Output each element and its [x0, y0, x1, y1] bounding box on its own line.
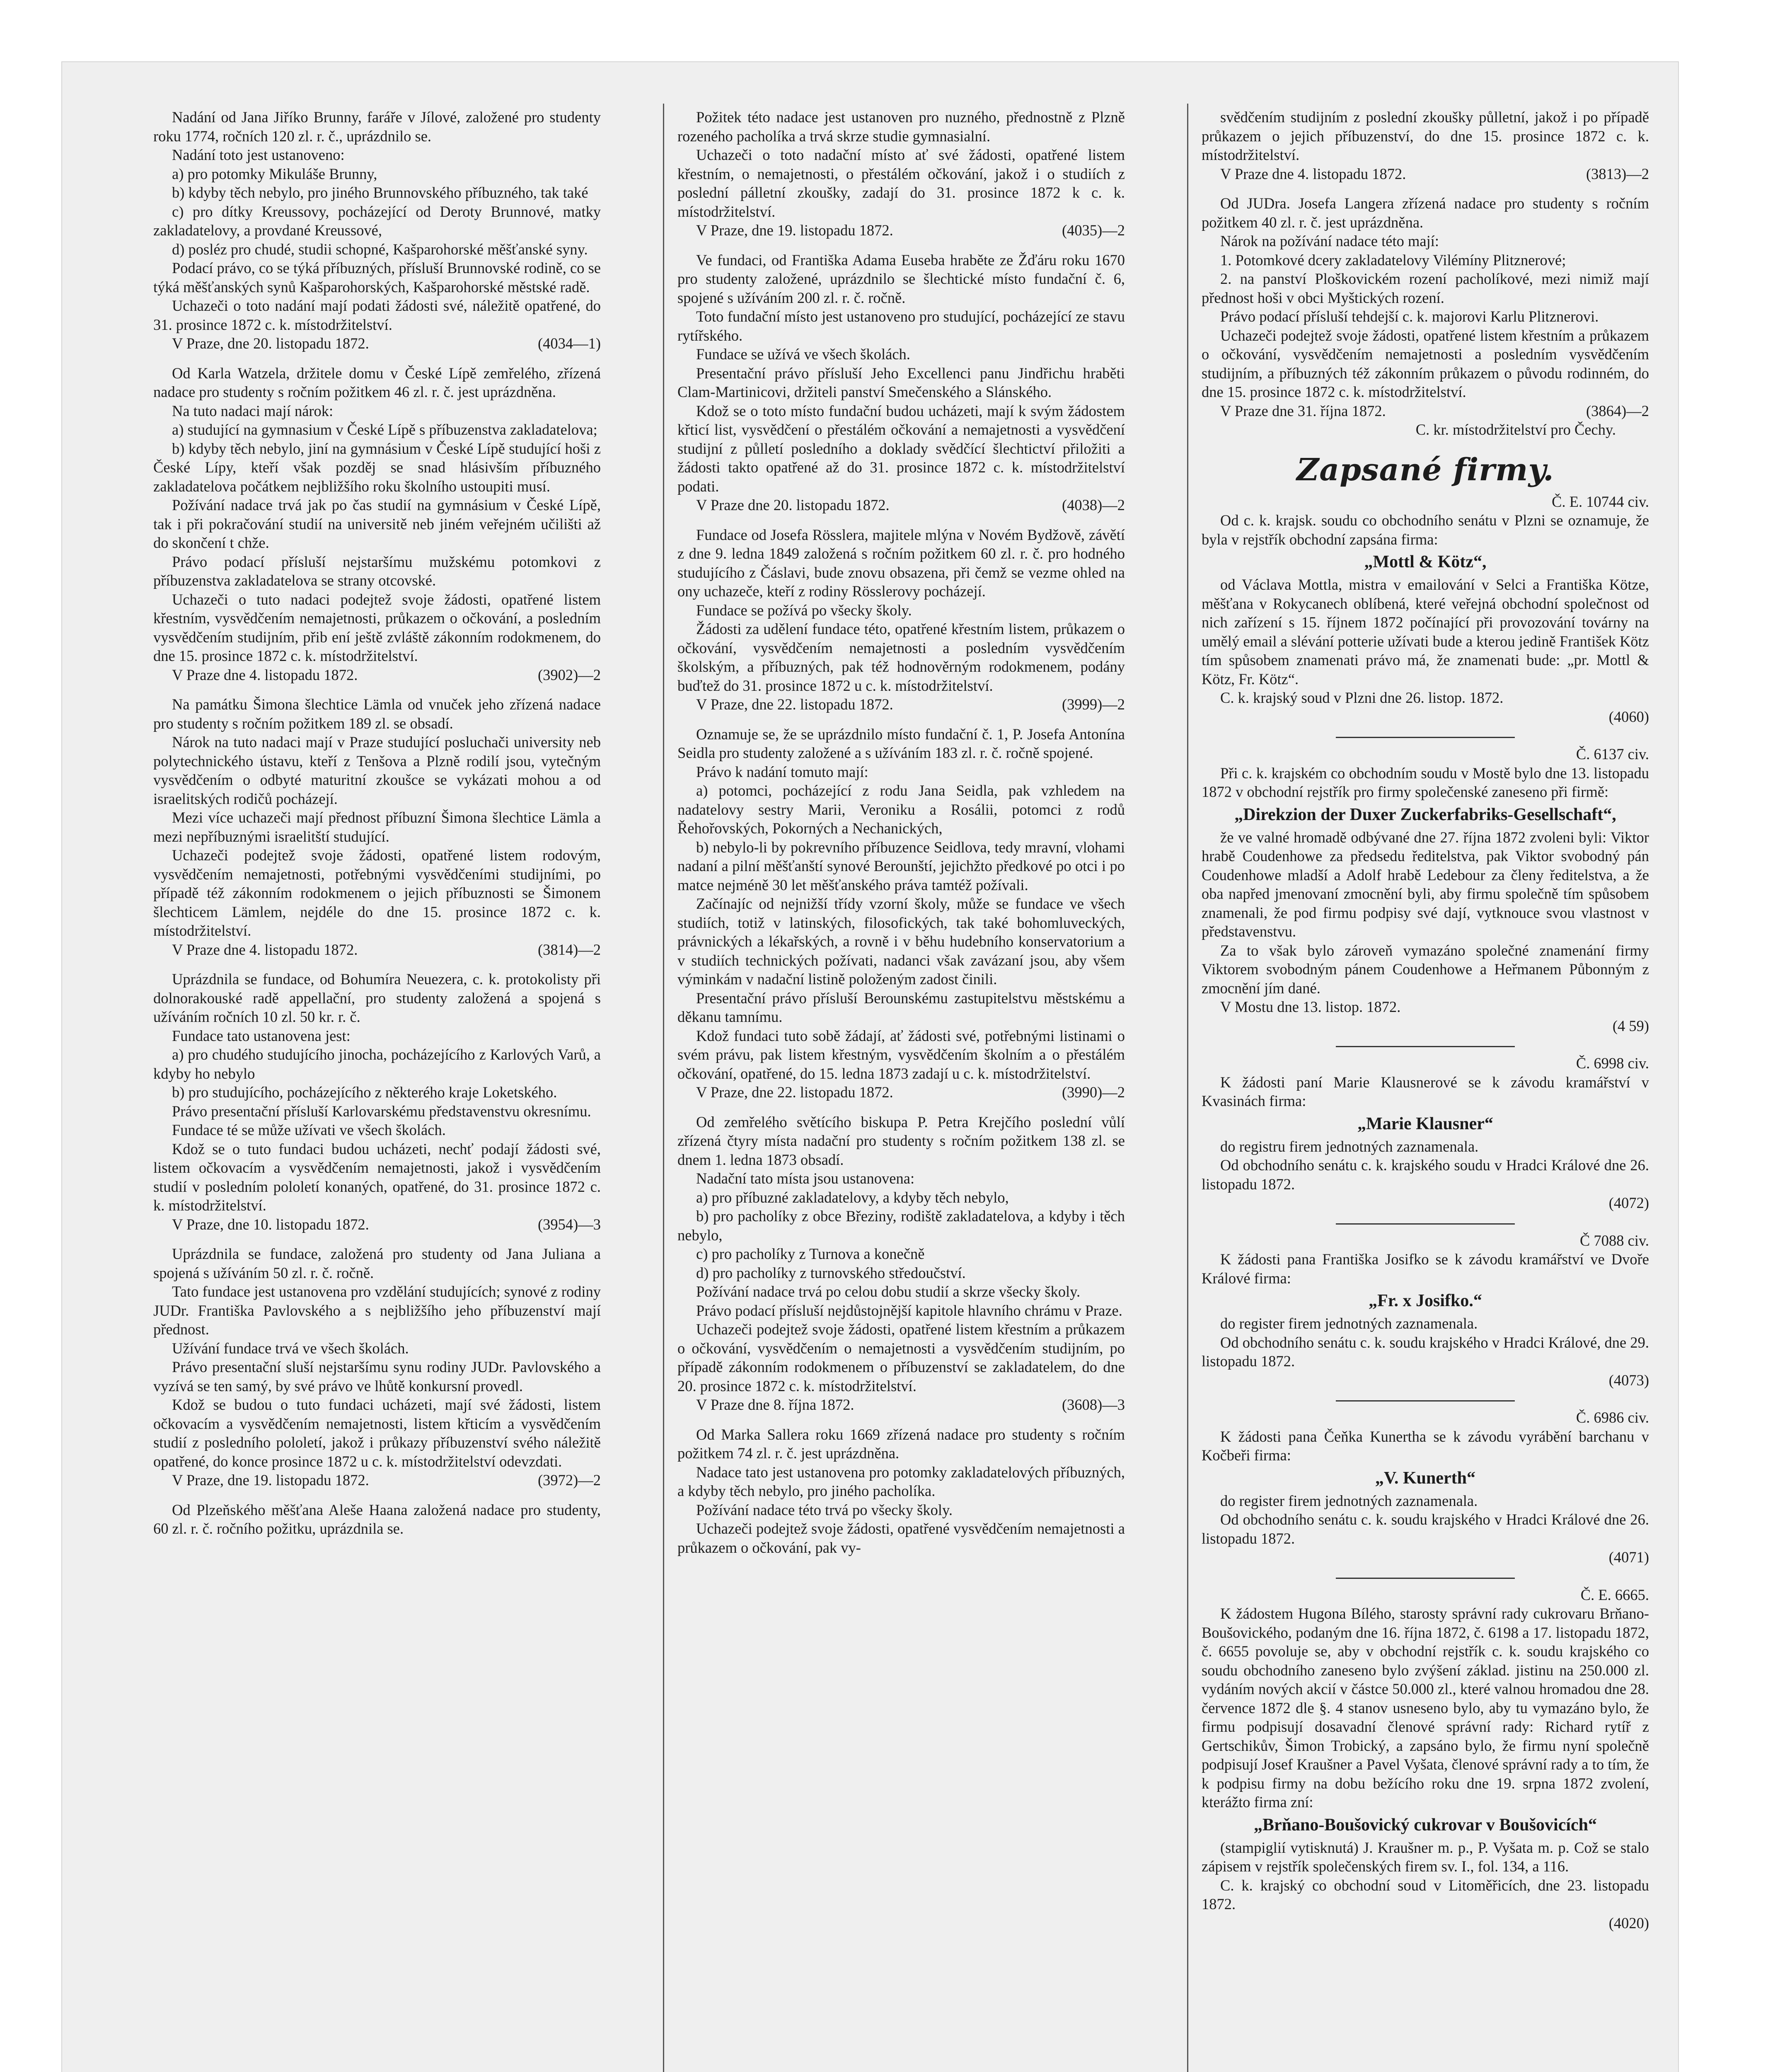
entry-separator — [1336, 1223, 1515, 1225]
firm-paragraph: K žádosti paní Marie Klausnerové se k závodu kramářství v Kvasinách firma: — [1202, 1073, 1649, 1109]
signoff-date: V Praze dne 8. října 1872. — [696, 1396, 854, 1413]
notice — [677, 251, 1125, 515]
case-number: Č. E. 6665. — [1580, 1586, 1649, 1603]
notice-signoff — [1202, 165, 1649, 184]
reference-number: (3608)—3 — [1062, 1396, 1125, 1413]
notice-paragraph: Právo presentační sluší nejstaršímu synu rodiny JUDr. Pavlovského a vyzívá se ten samý, by své právo ve lhůtě konkursní provedl. — [153, 1358, 601, 1394]
firm-name: „Direkzion der Duxer Zuckerfabriks-Gesellschaft“, — [1234, 805, 1616, 824]
case-number: Č. 6137 civ. — [1576, 746, 1649, 762]
signoff-date: V Praze dne 4. listopadu 1872. — [172, 941, 358, 958]
signoff-date: V Mostu dne 13. listop. 1872. — [1220, 998, 1401, 1015]
entry-separator — [1336, 1046, 1515, 1047]
signoff-date: V Praze dne 4. listopadu 1872. — [172, 666, 358, 683]
notice-paragraph: Oznamuje se, že se uprázdnilo místo fundační č. 1, P. Josefa Antonína Seidla pro studenty založené a s užíváním 183 zl. r. č. ročně spojené. — [677, 725, 1125, 761]
column-3 — [1202, 108, 1649, 2072]
notice-paragraph: Kdož se o toto místo fundační budou ucházeti, mají k svým žádostem křticí list, vysvědčení o přestálém očkování a nemajetnosti a vysvědčení studijní z půlletí posledního a doklady svědčící šlechtictví přiložiti a žádosti takto opatřené až do 31. prosince 1872 c. k. místodržitelství podati. — [677, 402, 1125, 495]
notice-paragraph: Presentační právo přísluší Jeho Excellenci panu Jindřichu hraběti Clam-Martinicovi, držiteli panství Smečenského a Slánského. — [677, 364, 1125, 400]
notice-paragraph: Nadace tato jest ustanovena pro potomky zakladatelových příbuzných, a kdyby těch nebylo, pro jiného pacholíka. — [677, 1463, 1125, 1499]
firm-paragraph: do register firem jednotných zaznamenala. — [1220, 1492, 1478, 1509]
notice — [153, 695, 601, 959]
signoff-date: V Praze, dne 20. listopadu 1872. — [172, 335, 369, 352]
column-2 — [677, 108, 1125, 2072]
firm-entry — [1202, 1408, 1649, 1567]
notice-paragraph: Uchazeči o toto nadační místo ať své žádosti, opatřené listem křestním, o nemajetnosti, o přestálém očkování, jakož i o studiích z poslední pálletní zkoušky, zadají do 31. prosince 1872 k c. k. místodržitelství. — [677, 146, 1125, 220]
firm-paragraph: od Václava Mottla, mistra v emailování v Selci a Františka Kötze, měšťana v Rokycanech oblíbená, které veřejná obchodní společnost od nich zařízení s 15. říjnem 1872 počínající při provozování továrny na umělý email a slévání potterie užívati bude a kterou jedině František Kötz tím spůsobem znamenati právo má, že znamenati bude: „pr. Mottl & Kötz, Fr. Kötz“. — [1202, 576, 1649, 687]
notice-signoff — [677, 1083, 1125, 1102]
notice-paragraph: Od Plzeňského měšťana Aleše Haana založená nadace pro studenty, 60 zl. r. č. ročního požitku, uprázdnila se. — [153, 1501, 601, 1537]
notice-signoff — [677, 496, 1125, 515]
signoff-date: V Praze, dne 19. listopadu 1872. — [696, 222, 893, 239]
firm-paragraph: C. k. krajský co obchodní soud v Litoměřicích, dne 23. listopadu 1872. — [1202, 1876, 1649, 1912]
notice-paragraph: Podací právo, co se týká příbuzných, přísluší Brunnovské rodině, co se týká měšťanských synů Kašparohorských, Kašparohorské městské radě. — [153, 259, 601, 295]
reference-number: (4034—1) — [537, 335, 601, 352]
reference-number: (4020) — [1608, 1914, 1649, 1932]
notice — [677, 108, 1125, 240]
notice-paragraph: Na památku Šimona šlechtice Lämla od vnuček jeho zřízená nadace pro studenty s ročním požitkem 189 zl. se obsadí. — [153, 696, 601, 732]
notice — [153, 1244, 601, 1490]
notice-signoff — [153, 666, 601, 685]
newspaper-page — [62, 62, 1678, 2072]
notice — [153, 970, 601, 1234]
notice — [677, 725, 1125, 1102]
issuing-authority: C. kr. místodržitelství pro Čechy. — [1415, 421, 1616, 438]
notice — [677, 1425, 1125, 1557]
firm-paragraph: Od c. k. krajsk. soudu co obchodního senátu v Plzni se oznamuje, že byla v rejstřík obchodní zapsána firma: — [1202, 512, 1649, 548]
notice-paragraph: Ve fundaci, od Františka Adama Euseba hraběte ze Žďáru roku 1670 pro studenty založené, uprázdnilo se šlechtické místo fundační č. 6, spojené s užíváním 200 zl. r. č. ročně. — [677, 251, 1125, 306]
notice-paragraph: Mezi více uchazeči mají přednost příbuzní Šimona šlechtice Lämla a mezi nepříbuznými israelitští studující. — [153, 809, 601, 845]
firm-name: „Fr. x Josifko.“ — [1369, 1291, 1482, 1310]
notice-paragraph: Právo podací přísluší nejstaršímu mužskému potomkovi z příbuzenstva zakladatelova se strany otcovské. — [153, 553, 601, 589]
column-rule — [663, 104, 664, 2072]
signoff-date: V Praze, dne 22. listopadu 1872. — [696, 1084, 893, 1101]
notice-paragraph: b) nebylo-li by pokrevního příbuzence Seidlova, tedy mravní, vlohami nadaní a pilní měšťanští synové Berounští, jejichžto předkové po otci i po matce nejméně 30 let měšťanského práva tamtéž požívali. — [677, 838, 1125, 893]
column-1 — [153, 108, 601, 2072]
notice-paragraph: Právo podací přísluší tehdejší c. k. majorovi Karlu Plitznerovi. — [1220, 308, 1599, 325]
firm-name: „Marie Klausner“ — [1357, 1114, 1493, 1133]
notice-paragraph: Požívání nadace této trvá po všecky školy. — [696, 1501, 953, 1518]
signoff-date: V Praze, dne 10. listopadu 1872. — [172, 1215, 369, 1233]
reference-number: (4060) — [1608, 708, 1649, 725]
notice-paragraph: Kdož se o tuto fundaci budou ucházeti, nechť podají žádosti své, listem očkovacím a vysvědčením nemajetnosti, jakož i vysvědčením studií v posledním pololetí konaných, opatřené, do 31. prosince 1872 c. k. místodržitelství. — [153, 1140, 601, 1214]
case-number: Č. 6998 civ. — [1576, 1055, 1649, 1072]
notice-paragraph: Uchazeči o toto nadání mají podati žádosti své, náležitě opatřené, do 31. prosince 1872 c. k. místodržitelství. — [153, 297, 601, 333]
firm-name: „Brňano-Boušovický cukrovar v Boušovicích“ — [1253, 1815, 1597, 1835]
reference-number: (3999)—2 — [1062, 696, 1125, 713]
firm-paragraph: C. k. krajský soud v Plzni dne 26. listop. 1872. — [1220, 689, 1504, 706]
notice-signoff — [677, 1395, 1125, 1414]
reference-number: (3814)—2 — [537, 941, 601, 958]
notice-paragraph: Kdož fundaci tuto sobě žádají, ať žádosti své, potřebnými listinami o svém právu, pak listem křestným, vysvědčením školním a o přestálém očkování, opatřené, do 15. ledna 1873 zadají u c. k. místodržitelství. — [677, 1027, 1125, 1082]
reference-number: (3813)—2 — [1586, 165, 1649, 182]
notice-paragraph: Od Karla Watzela, držitele domu v České Lípě zemřelého, zřízená nadace pro studenty s ročním požitkem 46 zl. r. č. jest uprázdněna. — [153, 364, 601, 400]
entry-separator — [1336, 1400, 1515, 1402]
firm-paragraph: že ve valné hromadě odbývané dne 27. října 1872 zvoleni byli: Viktor hrabě Coudenhowe za předsedu ředitelstva, pak Viktor svobodný pán Coudenhowe mladší a Adolf hrabě Ledebour za členy ředitelstva, a že oba napřed jmenovaní zmocnění byli, aby firmu společně tím spůsobem znamenali, že pod firmu podpisy své dají, vytknouce svou vlastnost v představenstvu. — [1202, 828, 1649, 940]
notice-paragraph: c) pro pacholíky z Turnova a konečně — [696, 1245, 925, 1262]
notice-paragraph: Od Marka Sallera roku 1669 zřízená nadace pro studenty s ročním požitkem 74 zl. r. č. jest uprázdněna. — [677, 1426, 1125, 1462]
notice-paragraph: Fundace se užívá ve všech školách. — [696, 346, 910, 363]
notice — [677, 525, 1125, 714]
firm-entry — [1202, 745, 1649, 1035]
notice-paragraph: Žádosti za udělení fundace této, opatřené křestním listem, průkazem o očkování, vysvědčením nemajetnosti a posledním vysvědčením školským, a příbuzných, pak též hodnověrným rodokmenem, podány buďtež do 31. prosince 1872 u c. k. místodržitelství. — [677, 620, 1125, 694]
signoff-date: V Praze, dne 19. listopadu 1872. — [172, 1472, 369, 1489]
notice-paragraph: b) pro pacholíky z obce Březiny, rodiště zakladatelova, a kdyby i těch nebylo, — [677, 1208, 1125, 1244]
notice-paragraph: Fundace od Josefa Rösslera, majitele mlýna v Novém Bydžově, závětí z dne 9. ledna 1849 založená s ročním požitkem 60 zl. r. č. pro hodného studujícího z Čáslavi, bude znovu obsazena, při čemž se vezme ohled na ony uchazeče, kteří z rodiny Rösslerovy pocházejí. — [677, 526, 1125, 600]
notice — [677, 1113, 1125, 1414]
notice-paragraph: c) pro dítky Kreussovy, pocházející od Deroty Brunnové, matky zakladatelovy, a provdané Kreussové, — [153, 203, 601, 239]
reference-number: (3864)—2 — [1586, 402, 1649, 419]
notice-signoff — [153, 1215, 601, 1234]
notice-paragraph: Nárok na požívání nadace této mají: — [1220, 232, 1439, 249]
notice-paragraph: a) pro příbuzné zakladatelovy, a kdyby těch nebylo, — [696, 1188, 1009, 1206]
notice-paragraph: Nárok na tuto nadaci mají v Praze studující posluchači university neb polytechnického ústavu, kteří z Tenšova a Plzně rodilí jsou, vytečným vysvědčením o odbyté maturitní zkoušce se vykázati mohou a od israelitských rodičů pocházejí. — [153, 733, 601, 807]
notice-paragraph: Presentační právo přísluší Berounskému zastupitelstvu městskému a děkanu tamnímu. — [677, 989, 1125, 1025]
notice-paragraph: Uchazeči podejtež svoje žádosti, opatřené listem rodovým, vysvědčením nemajetnosti, potřebnými vysvědčeními studijními, po případě též zákonním rodokmenem o jejich příbuznosti se Šimonem šlechticem Lämlem, nejdéle do dne 15. prosince 1872 c. k. místodržitelství. — [153, 847, 601, 939]
notice — [153, 1501, 601, 1538]
notice-paragraph: Na tuto nadaci mají nárok: — [172, 402, 334, 419]
notice-paragraph: Užívání fundace trvá ve všech školách. — [172, 1339, 409, 1357]
reference-number: (4071) — [1608, 1549, 1649, 1566]
reference-number: (4073) — [1608, 1371, 1649, 1389]
notice-paragraph: d) pro pacholíky z turnovského středoučství. — [696, 1264, 966, 1281]
notice-signoff — [677, 695, 1125, 714]
notice-paragraph: b) kdyby těch nebylo, jiní na gymnásium v České Lípě studující hoši z České Lípy, kteří však pozděj se snad hlásivším příbuzného zakladatelova počátkem nejbližšího roku školního ustoupiti musí. — [153, 440, 601, 495]
notice-paragraph: Uchazeči podejtež svoje žádosti, opatřené listem křestním a průkazem o očkování, vysvědčením nemajetnosti a posledním vysvědčením studijním, a příbuzných též zákonním průkazem o původu rodinném, do dne 15. prosince 1872 c. k. místodržitelství. — [1202, 327, 1649, 400]
signoff-date: V Praze, dne 22. listopadu 1872. — [696, 696, 893, 713]
notice — [1202, 108, 1649, 183]
firm-entry — [1202, 1585, 1649, 1933]
case-number: Č. 6986 civ. — [1576, 1409, 1649, 1426]
notice-paragraph: Od zemřelého světícího biskupa P. Petra Krejčího poslední vůlí zřízená čtyry místa nadační pro studenty s ročním požitkem 138 zl. se dnem 1. ledna 1873 obsadí. — [677, 1113, 1125, 1168]
notice-paragraph: Uchazeči o tuto nadaci podejtež svoje žádosti, opatřené listem křestním, vysvědčením nemajetnosti, průkazem o očkování, a posledním vysvědčením studijním, přib ení ještě zvláště zákonním rodokmenem, do dne 15. prosince 1872 c. k. místodržitelství. — [153, 591, 601, 664]
notice-signoff — [677, 221, 1125, 240]
signoff-date: V Praze dne 31. října 1872. — [1220, 402, 1386, 419]
firm-entry — [1202, 1231, 1649, 1390]
firm-paragraph: K žádosti pana Čeňka Kunertha se k závodu vyrábění barchanu v Kočbeři firma: — [1202, 1428, 1649, 1464]
entry-separator — [1336, 1578, 1515, 1579]
reference-number: (3902)—2 — [537, 666, 601, 683]
firm-entry — [1202, 1054, 1649, 1213]
firm-name: „V. Kunerth“ — [1375, 1468, 1475, 1488]
firm-entry — [1202, 492, 1649, 726]
notice-paragraph: Od JUDra. Josefa Langera zřízená nadace pro studenty s ročním požitkem 40 zl. r. č. jest uprázdněna. — [1202, 195, 1649, 231]
reference-number: (4038)—2 — [1062, 496, 1125, 513]
firm-paragraph: Od obchodního senátu c. k. soudu krajského v Hradci Králové, dne 29. listopadu 1872. — [1202, 1334, 1649, 1370]
notice-paragraph: Začínajíc od nejnižší třídy vzorní školy, může se fundace ve všech studiích, totiž v latinských, filosofických, tak také bohomluveckých, právnických a lékařských, a rovně i v běhu hudebního konservatorium a v studiích technických požívati, nadanci však zavázaní jsou, aby všem výminkám v nadační listině položeným zadost činili. — [677, 895, 1125, 988]
reference-number: (3954)—3 — [537, 1215, 601, 1233]
notice-paragraph: Právo presentační přísluší Karlovarskému představenstvu okresnímu. — [172, 1102, 591, 1120]
notice-paragraph: a) pro potomky Mikuláše Brunny, — [172, 165, 377, 182]
notice-signoff — [153, 334, 601, 353]
firm-paragraph: Při c. k. krajském co obchodním soudu v Mostě bylo dne 13. listopadu 1872 v obchodní rejstřík pro firmy společenské zaneseno při firmě: — [1202, 764, 1649, 800]
notice-paragraph: Požívání nadace trvá po celou dobu studií a skrze všecky školy. — [696, 1283, 1081, 1300]
notice-paragraph: Toto fundační místo jest ustanoveno pro studující, pocházející ze stavu rytířského. — [677, 308, 1125, 344]
notice-paragraph: Uchazeči podejtež svoje žádosti, opatřené vysvědčením nemajetnosti a průkazem o očkování, pak vy- — [677, 1520, 1125, 1556]
case-number: Č. E. 10744 civ. — [1552, 493, 1649, 510]
notice-paragraph: Nadační tato místa jsou ustanovena: — [696, 1170, 915, 1187]
firm-name: „Mottl & Kötz“, — [1364, 552, 1487, 571]
notice-paragraph: a) pro chudého studujícího jinocha, pocházejícího z Karlových Varů, a kdyby ho nebylo — [153, 1046, 601, 1082]
notice-paragraph: Fundace té se může užívati ve všech školách. — [172, 1121, 446, 1138]
firm-paragraph: K žádosti pana Františka Josifko se k závodu kramářství ve Dvoře Králové firma: — [1202, 1251, 1649, 1287]
notice-paragraph: Uprázdnila se fundace, od Bohumíra Neuezera, c. k. protokolisty při dolnorakouské radě appellační, pro studenty založená a spojená s užíváním ročních 10 zl. 50 kr. r. č. — [153, 971, 601, 1025]
column-rule — [1187, 104, 1188, 2072]
notice-paragraph: a) studující na gymnasium v České Lípě s příbuzenstva zakladatelova; — [172, 421, 597, 438]
firm-paragraph: K žádostem Hugona Bílého, starosty správní rady cukrovaru Brňano-Boušovického, podaným dne 16. října 1872, č. 6198 a 17. listopadu 1872, č. 6655 povoluje se, aby v obchodní rejstřík c. k. soudu krajského co soudu obchodního zaneseno bylo zvýšení základ. jistinu na 250.000 zl. vydáním nových akcií v částce 50.000 zl., které valnou hromadou dne 28. července 1872 dle §. 4 stanov usneseno bylo, aby tu vymazáno bylo, že firmu podpisují dosavadní členové správní rady: Richard rytíř z Gertschikův, Šimon Trobický, a zapsáno bylo, že firmu nyní společně podpisují Josef Kraušner a Pavel Vyšata, členové správní rady a to tím, že k podpisu firmy na dobu bežícího roku dne 19. srpna 1872 zvolení, kterážto firma zní: — [1202, 1605, 1649, 1811]
notice — [153, 364, 601, 685]
notice — [1202, 194, 1649, 439]
notice-paragraph: b) kdyby těch nebylo, pro jiného Brunnovského příbuzného, tak také — [172, 184, 588, 201]
margin-strip — [1682, 0, 1792, 2072]
notice-paragraph: Uchazeči podejtež svoje žádosti, opatřené listem křestním a průkazem o očkování, vysvědčením o nemajetnosti a vysvědčením studijním, po případě zákonním rodokmenem o příbuzenství se zakladatelem, do dne 20. prosince 1872 c. k. místodržitelství. — [677, 1321, 1125, 1394]
firm-paragraph: do register firem jednotných zaznamenala. — [1220, 1315, 1478, 1332]
reference-number: (4035)—2 — [1062, 222, 1125, 239]
reference-number: (3972)—2 — [537, 1472, 601, 1489]
firm-paragraph: do registru firem jednotných zaznamenala. — [1220, 1138, 1479, 1155]
notice-paragraph: 1. Potomkové dcery zakladatelovy Vilémíny Plitznerové; — [1220, 251, 1566, 269]
notice-paragraph: Tato fundace jest ustanovena pro vzdělání studujících; synové z rodiny JUDr. Františka Pavlovského a s nejbližšího jeho příbuzenství mají přednost. — [153, 1283, 601, 1338]
reference-number: (3990)—2 — [1062, 1084, 1125, 1101]
notice-paragraph: Fundace tato ustanovena jest: — [172, 1027, 351, 1044]
firm-paragraph: Od obchodního senátu c. k. krajského soudu v Hradci Králové dne 26. listopadu 1872. — [1202, 1157, 1649, 1193]
case-number: Č 7088 civ. — [1580, 1232, 1649, 1249]
notice — [153, 108, 601, 353]
notice-paragraph: Kdož se budou o tuto fundaci ucházeti, mají své žádosti, listem očkovacím a vysvědčením nemajetnosti, listem křticím a vysvědčením studií z posledního pololetí, jakož i průkazy příbuzenství svého náležitě opatřené, do konce prosince 1872 u c. k. místodržitelství odevzdati. — [153, 1396, 601, 1470]
reference-number: (4 59) — [1612, 1017, 1649, 1034]
notice-paragraph: 2. na panství Ploškovickém rození pacholíkové, mezi nimiž mají přednost hoši v obci Myštických rození. — [1202, 270, 1649, 306]
notice-paragraph: Uprázdnila se fundace, založená pro studenty od Jana Juliana a spojená s užíváním 50 zl. r. č. ročně. — [153, 1245, 601, 1281]
firm-paragraph: (stampiglií vytisknutá) J. Kraušner m. p., P. Vyšata m. p. Což se stalo zápisem v rejstřík společenských firem sv. I., fol. 134, a 116. — [1202, 1839, 1649, 1875]
firm-paragraph: Za to však bylo zároveň vymazáno společné znamenání firmy Viktorem svobodným pánem Coudenhowe a Heřmanem Půbonným z zmocnění jím dané. — [1202, 942, 1649, 997]
notice-paragraph: Fundace se požívá po všecky školy. — [696, 601, 912, 619]
notice-paragraph: Nadání toto jest ustanoveno: — [172, 146, 345, 163]
notice-paragraph: Požitek této nadace jest ustanoven pro nuzného, přednostně z Plzně rozeného pacholíka a trvá skrze studie gymnasialní. — [677, 109, 1125, 145]
signoff-date: V Praze dne 4. listopadu 1872. — [1220, 165, 1406, 182]
notice-signoff — [153, 1471, 601, 1490]
signoff-date: V Praze dne 20. listopadu 1872. — [696, 496, 890, 513]
notice-signoff — [1202, 402, 1649, 421]
notice-paragraph: Právo k nadání tomuto mají: — [696, 763, 868, 780]
notice-paragraph: b) pro studujícího, pocházejícího z některého kraje Loketského. — [172, 1084, 557, 1101]
notice-paragraph: a) potomci, pocházející z rodu Jana Seidla, pak vzhledem na nadatelovy sestry Marii, Veroniku a Rosálii, potomci z rodů Řehořovských, Pokorných a Nechanických, — [677, 782, 1125, 837]
entry-separator — [1336, 737, 1515, 738]
notice-paragraph: Nadání od Jana Jiříko Brunny, faráře v Jílové, založené pro studenty roku 1774, ročních 120 zl. r. č., uprázdnilo se. — [153, 109, 601, 145]
reference-number: (4072) — [1608, 1194, 1649, 1211]
notice-paragraph: Požívání nadace trvá jak po čas studií na gymnásium v České Lípě, tak i při pokračování studií na universitě neb jiném veřejném učilišti až do skončení t chže. — [153, 496, 601, 551]
firm-paragraph: Od obchodního senátu c. k. soudu krajského v Hradci Králové dne 26. listopadu 1872. — [1202, 1511, 1649, 1547]
section-heading: Zapsané firmy. — [1296, 452, 1554, 488]
notice-signoff — [153, 940, 601, 959]
notice-paragraph: d) posléz pro chudé, studii schopné, Kašparohorské měšťanské syny. — [172, 240, 588, 258]
notice-paragraph: Právo podací přísluší nejdůstojnější kapitole hlavního chrámu v Praze. — [696, 1302, 1122, 1319]
notice-paragraph: svědčením studijním z poslední zkoušky půlletní, jakož i po případě průkazem o jejich příbuzenství, do dne 15. prosince 1872 c. k. místodržitelství. — [1202, 109, 1649, 163]
